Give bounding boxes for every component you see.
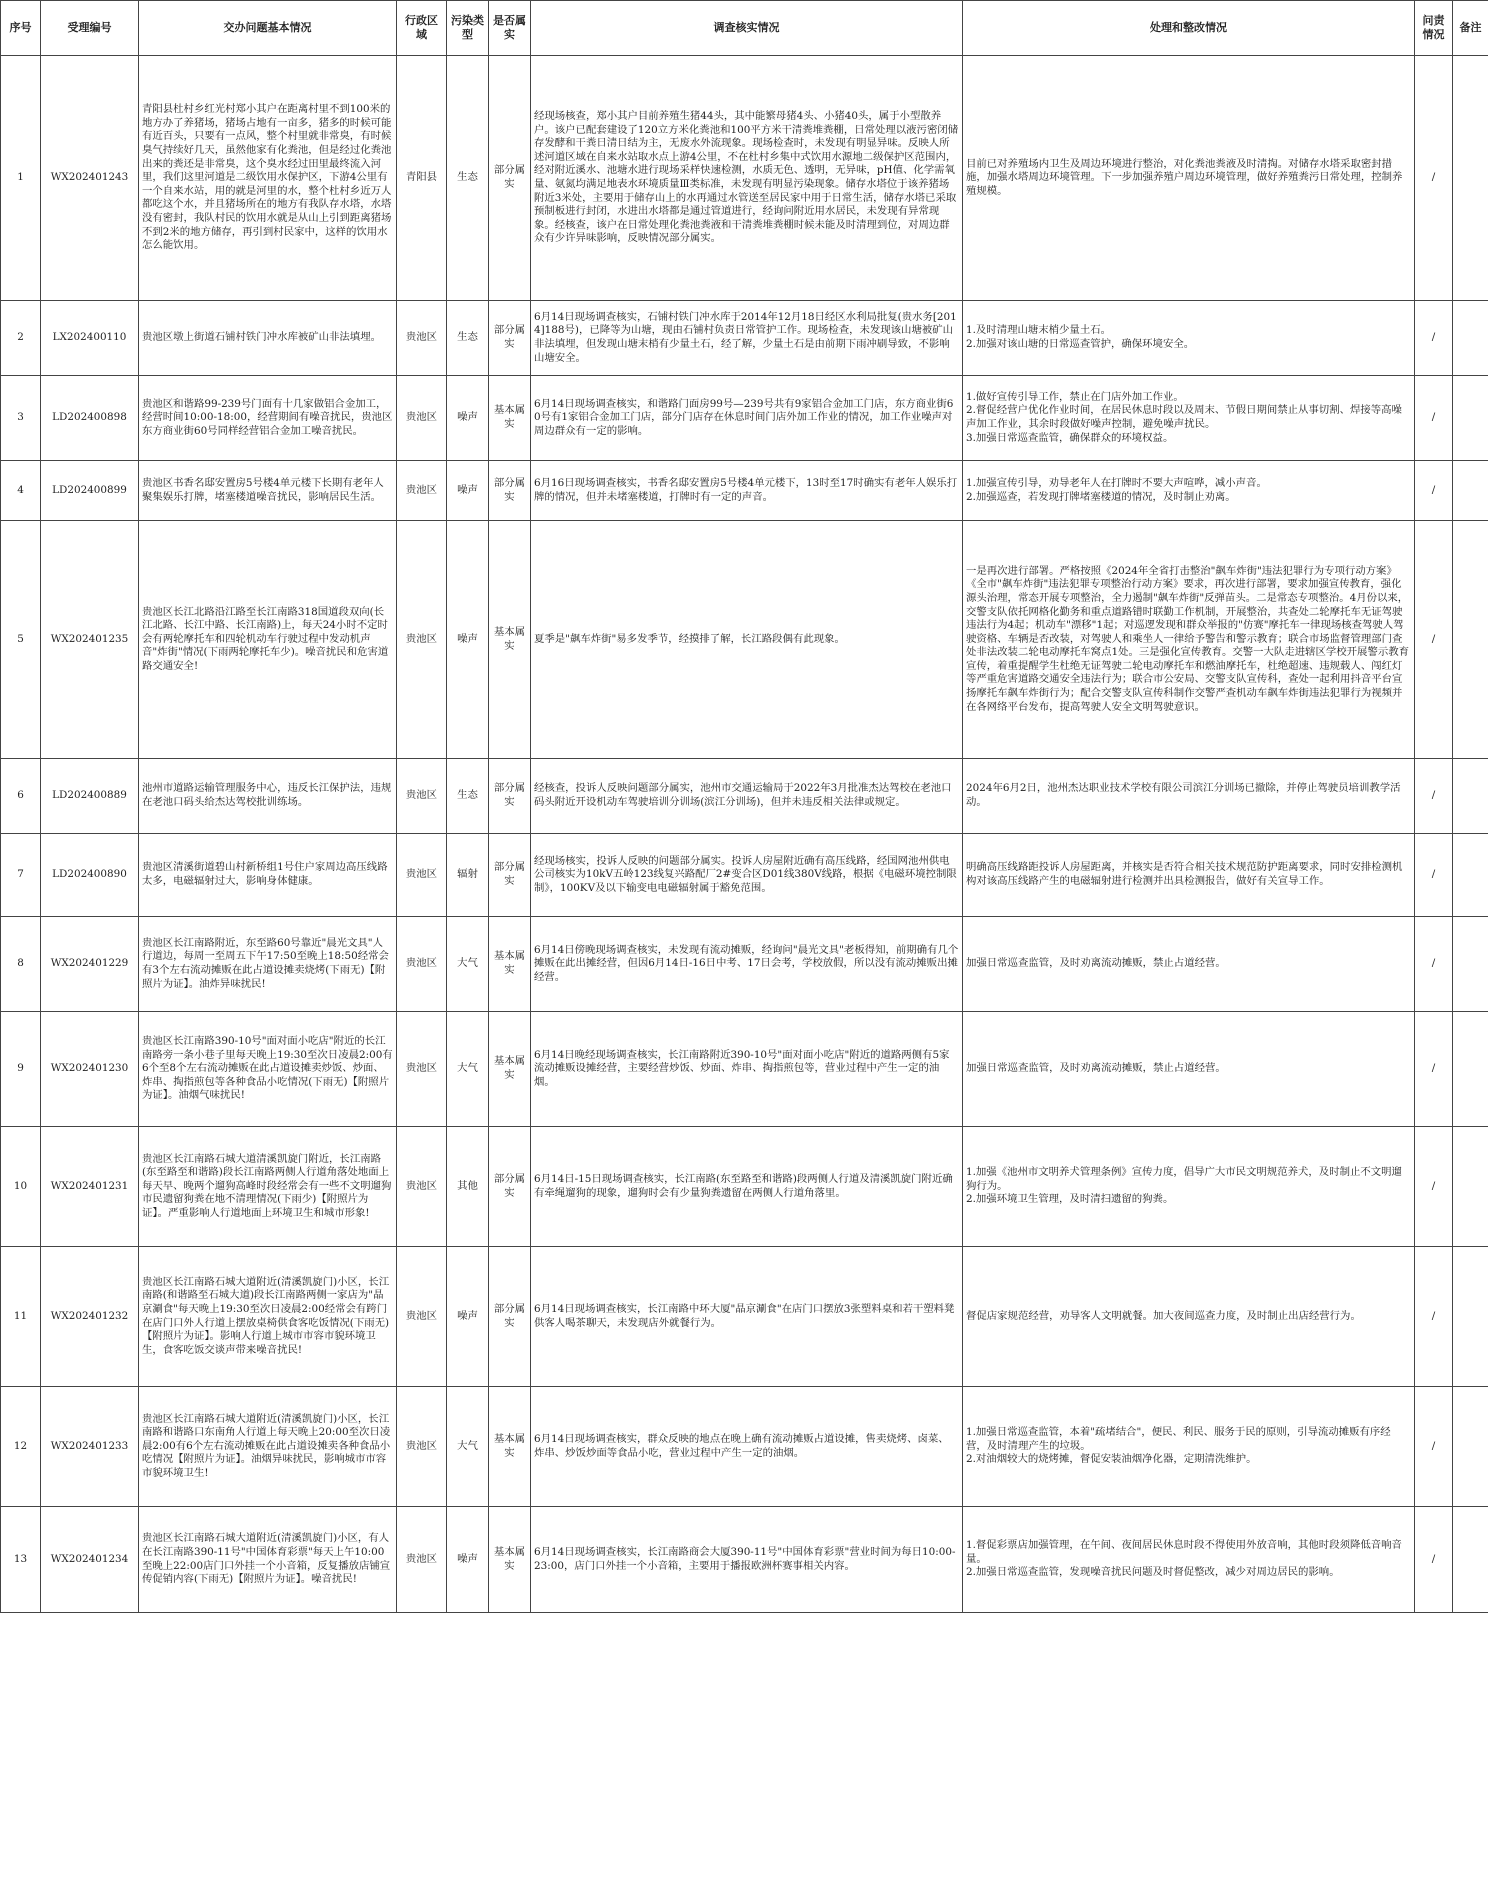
cell-region: 贵池区 xyxy=(397,1012,447,1127)
cell-remark xyxy=(1453,1012,1488,1127)
cell-handling: 1.加强日常巡查监管，本着"疏堵结合"，便民、利民、服务于民的原则，引导流动摊贩有序经营，及时清理产生的垃圾。 2.对油烟较大的烧烤摊，督促安装油烟净化器，定期清洗维护。 xyxy=(963,1387,1415,1507)
cell-issue: 贵池区长江北路沿江路至长江南路318国道段双向(长江北路、长江中路、长江南路)上，每天24小时不定时会有两轮摩托车和四轮机动车行驶过程中发动机声音"炸街"情况(下雨两轮摩托车少)。噪音扰民和危害道路交通安全! xyxy=(139,521,397,759)
cell-type: 其他 xyxy=(447,1127,489,1247)
cell-no: 9 xyxy=(1,1012,41,1127)
cell-type: 大气 xyxy=(447,917,489,1012)
cell-investigation: 6月14日现场调查核实，和谐路门面房99号—239号共有9家铝合金加工门店，东方商业街60号有1家铝合金加工门店，部分门店存在休息时间门店外加工作业的情况，加工作业噪声对周边群众有一定的影响。 xyxy=(531,376,963,461)
cell-issue: 贵池区长江南路石城大道附近(清溪凯旋门)小区，长江南路(和谐路至石城大道)段长江南路两侧一家店为"晶京涮食"每天晚上19:30至次日凌晨2:00经常会有跨门在店门口外人行道上摆放桌椅供食客吃饭情况(下雨无)【附照片为证】。影响人行道上城市市容市貌环境卫生，食客吃饭交谈声带来噪音扰民! xyxy=(139,1247,397,1387)
cell-no: 2 xyxy=(1,301,41,376)
cell-code: WX202401232 xyxy=(41,1247,139,1387)
cell-investigation: 6月14日现场调查核实，长江南路商会大厦390-11号"中国体育彩票"营业时间为每日10:00-23:00，店门口外挂一个小音箱，主要用于播报欧洲杯赛事相关内容。 xyxy=(531,1507,963,1613)
cell-investigation: 6月16日现场调查核实，书香名邸安置房5号楼4单元楼下，13时至17时确实有老年人娱乐打牌的情况，但并未堵塞楼道，打牌时有一定的声音。 xyxy=(531,461,963,521)
cell-verified: 基本属实 xyxy=(489,1507,531,1613)
cell-handling: 1.督促彩票店加强管理，在午间、夜间居民休息时段不得使用外放音响，其他时段须降低音响音量。 2.加强日常巡查监管，发现噪音扰民问题及时督促整改，减少对周边居民的影响。 xyxy=(963,1507,1415,1613)
cell-code: LD202400889 xyxy=(41,759,139,834)
cell-issue: 贵池区长江南路390-10号"面对面小吃店"附近的长江南路旁一条小巷子里每天晚上19:30至次日凌晨2:00有6个至8个左右流动摊贩在此占道设摊卖炒饭、炒面、炸串、掏指煎包等各种食品小吃情况(下雨无)【附照片为证】。油烟气味扰民! xyxy=(139,1012,397,1127)
cell-remark xyxy=(1453,1507,1488,1613)
table-row xyxy=(1,521,1488,759)
cell-no: 12 xyxy=(1,1387,41,1507)
header-remark: 备注 xyxy=(1453,1,1488,56)
cell-accountability: / xyxy=(1415,917,1453,1012)
table-row xyxy=(1,1012,1488,1127)
cell-investigation: 经现场核查，郑小其户目前养殖生猪44头，其中能繁母猪4头、小猪40头，属于小型散养户。该户已配套建设了120立方米化粪池和100平方米干清粪堆粪棚，日常处理以液污密闭储存发酵和干粪日清日结为主，无废水外流现象。现场检查时，未发现有明显异味。反映人所述河道区域在自来水站取水点上游4公里，不在杜村乡集中式饮用水源地二级保护区范围内，经对附近溪水、池塘水进行现场采样快速检测，水质无色、透明，无异味，pH值、化学需氧量、氨氮均满足地表水环境质量Ⅲ类标准，未发现有明显污染现象。储存水塔位于该养猪场附近3米处，主要用于储存山上的水再通过水管送至居民家中用于日常生活，储存水塔已采取预制板进行封闭，水进出水塔都是通过管道进行，经询问附近用水居民，未发现有异常现象。经核查，该户在日常处理化粪池粪液和干清粪堆粪棚时候未能及时清理到位，对周边群众有少许异味影响，反映情况部分属实。 xyxy=(531,56,963,301)
cell-no: 4 xyxy=(1,461,41,521)
cell-verified: 基本属实 xyxy=(489,376,531,461)
cell-investigation: 6月14日现场调查核实，群众反映的地点在晚上确有流动摊贩占道设摊，售卖烧烤、卤菜、炸串、炒饭炒面等食品小吃，营业过程中产生一定的油烟。 xyxy=(531,1387,963,1507)
cell-remark xyxy=(1453,834,1488,917)
cell-handling: 2024年6月2日，池州杰达职业技术学校有限公司滨江分训场已撤除，并停止驾驶员培训教学活动。 xyxy=(963,759,1415,834)
cell-remark xyxy=(1453,521,1488,759)
table-row xyxy=(1,376,1488,461)
cell-region: 贵池区 xyxy=(397,461,447,521)
cell-verified: 基本属实 xyxy=(489,1012,531,1127)
cell-issue: 贵池区长江南路石城大道清溪凯旋门附近，长江南路(东至路至和谐路)段长江南路两侧人行道角落处地面上每天早、晚两个遛狗高峰时段经常会有一些不文明遛狗市民遗留狗粪在地不清理情况(下雨少)【附照片为证】。严重影响人行道地面上环境卫生和城市形象! xyxy=(139,1127,397,1247)
cell-issue: 贵池区长江南路石城大道附近(清溪凯旋门)小区，有人在长江南路390-11号"中国体育彩票"每天上午10:00至晚上22:00店门口外挂一个小音箱，反复播放店铺宣传促销内容(下雨无)【附照片为证】。噪音扰民! xyxy=(139,1507,397,1613)
cell-code: WX202401233 xyxy=(41,1387,139,1507)
cell-handling: 一是再次进行部署。严格按照《2024年全省打击整治"飙车炸街"违法犯罪行为专项行动方案》《全市"飙车炸街"违法犯罪专项整治行动方案》要求，再次进行部署，要求加强宣传教育，强化源头治理，常态开展专项整治，全力遏制"飙车炸街"反弹苗头。二是常态专项整治。4月份以来，交警支队依托网格化勤务和重点道路错时联勤工作机制，开展整治，共查处二轮摩托车无证驾驶违法行为4起；机动车"漂移"1起；对巡逻发现和群众举报的"仿赛"摩托车一律现场核查驾驶人驾驶资格、车辆是否改装，对驾驶人和乘坐人一律给予警告和警示教育；联合市场监督管理部门查处非法改装二轮电动摩托车窝点1处。三是强化宣传教育。交警一大队走进辖区学校开展警示教育宣传，着重提醒学生杜绝无证驾驶二轮电动摩托车和燃油摩托车，杜绝超速、违规载人、闯红灯等严重危害道路交通安全违法行为；联合市公安局、交警支队宣传科，查处一起利用抖音平台宣扬摩托车飙车炸街行为；配合交警支队宣传科制作交警严查机动车飙车炸街违法犯罪行为视频并在各网络平台发布，提高驾驶人安全文明驾驶意识。 xyxy=(963,521,1415,759)
header-type: 污染类型 xyxy=(447,1,489,56)
table-row xyxy=(1,56,1488,301)
cell-code: WX202401243 xyxy=(41,56,139,301)
cell-investigation: 6月14日现场调查核实，长江南路中环大厦"晶京涮食"在店门口摆放3张塑料桌和若干塑料凳供客人喝茶聊天，未发现店外就餐行为。 xyxy=(531,1247,963,1387)
cell-code: LX202400110 xyxy=(41,301,139,376)
cell-region: 贵池区 xyxy=(397,1127,447,1247)
cell-handling: 目前已对养殖场内卫生及周边环境进行整治，对化粪池粪液及时清掏。对储存水塔采取密封措施，加强水塔周边环境管理。下一步加强养殖户周边环境管理，做好养殖粪污日常处理，控制养殖规模。 xyxy=(963,56,1415,301)
cell-no: 8 xyxy=(1,917,41,1012)
table-row xyxy=(1,834,1488,917)
cell-accountability: / xyxy=(1415,1127,1453,1247)
cell-accountability: / xyxy=(1415,301,1453,376)
cell-verified: 基本属实 xyxy=(489,917,531,1012)
cell-region: 贵池区 xyxy=(397,917,447,1012)
cell-region: 青阳县 xyxy=(397,56,447,301)
cell-handling: 1.做好宣传引导工作，禁止在门店外加工作业。 2.督促经营户优化作业时间，在居民休息时段以及周末、节假日期间禁止从事切割、焊接等高噪声加工作业，其余时段做好噪声控制，避免噪声扰民。 3.加强日常巡查监管，确保群众的环境权益。 xyxy=(963,376,1415,461)
cell-verified: 部分属实 xyxy=(489,461,531,521)
cell-verified: 基本属实 xyxy=(489,1387,531,1507)
header-code: 受理编号 xyxy=(41,1,139,56)
cell-region: 贵池区 xyxy=(397,1507,447,1613)
cell-code: WX202401229 xyxy=(41,917,139,1012)
cell-verified: 部分属实 xyxy=(489,301,531,376)
cell-handling: 督促店家规范经营，劝导客人文明就餐。加大夜间巡查力度，及时制止出店经营行为。 xyxy=(963,1247,1415,1387)
cell-type: 噪声 xyxy=(447,461,489,521)
cell-no: 10 xyxy=(1,1127,41,1247)
cell-investigation: 经现场核实，投诉人反映的问题部分属实。投诉人房屋附近确有高压线路，经国网池州供电公司核实为10kV五岭123线复兴路配厂2#变合区D01线380V线路，根据《电磁环境控制限制》，100KV及以下输变电电磁辐射属于豁免范围。 xyxy=(531,834,963,917)
cell-investigation: 6月14日晚经现场调查核实，长江南路附近390-10号"面对面小吃店"附近的道路两侧有5家流动摊贩设摊经营，主要经营炒饭、炒面、炸串、掏指煎包等，营业过程中产生一定的油烟。 xyxy=(531,1012,963,1127)
cell-investigation: 6月14日现场调查核实，石铺村铁门冲水库于2014年12月18日经区水利局批复(贵水务[2014]188号)，已降等为山塘，现由石铺村负责日常管护工作。现场检查，未发现该山塘被矿山非法填埋，但发现山塘末梢有少量土石，经了解，少量土石是由前期下雨冲刷导致，不影响山塘安全。 xyxy=(531,301,963,376)
cell-no: 11 xyxy=(1,1247,41,1387)
cell-handling: 加强日常巡查监管，及时劝离流动摊贩，禁止占道经营。 xyxy=(963,1012,1415,1127)
cell-remark xyxy=(1453,1127,1488,1247)
cell-remark xyxy=(1453,1387,1488,1507)
cell-type: 噪声 xyxy=(447,1247,489,1387)
cell-no: 7 xyxy=(1,834,41,917)
cell-no: 13 xyxy=(1,1507,41,1613)
cell-handling: 1.及时清理山塘末梢少量土石。 2.加强对该山塘的日常巡查管护，确保环境安全。 xyxy=(963,301,1415,376)
cell-type: 大气 xyxy=(447,1012,489,1127)
cell-code: LD202400899 xyxy=(41,461,139,521)
cell-region: 贵池区 xyxy=(397,1387,447,1507)
cell-region: 贵池区 xyxy=(397,834,447,917)
cell-remark xyxy=(1453,301,1488,376)
cell-no: 3 xyxy=(1,376,41,461)
cell-remark xyxy=(1453,56,1488,301)
cell-remark xyxy=(1453,759,1488,834)
cell-accountability: / xyxy=(1415,1247,1453,1387)
header-no: 序号 xyxy=(1,1,41,56)
table-header-row xyxy=(1,1,1488,56)
cell-remark xyxy=(1453,917,1488,1012)
table-row xyxy=(1,1127,1488,1247)
cell-code: WX202401230 xyxy=(41,1012,139,1127)
cell-code: LD202400890 xyxy=(41,834,139,917)
cell-code: WX202401234 xyxy=(41,1507,139,1613)
cell-no: 1 xyxy=(1,56,41,301)
cell-investigation: 夏季是"飙车炸街"易多发季节，经摸排了解，长江路段偶有此现象。 xyxy=(531,521,963,759)
cell-type: 辐射 xyxy=(447,834,489,917)
cell-issue: 贵池区书香名邸安置房5号楼4单元楼下长期有老年人聚集娱乐打牌，堵塞楼道噪音扰民，影响居民生活。 xyxy=(139,461,397,521)
cell-region: 贵池区 xyxy=(397,759,447,834)
cell-region: 贵池区 xyxy=(397,301,447,376)
cell-issue: 贵池区长江南路附近，东至路60号靠近"晨光文具"人行道边，每周一至周五下午17:50至晚上18:50经常会有3个左右流动摊贩在此占道设摊卖烧烤(下雨无)【附照片为证】。油炸异味扰民! xyxy=(139,917,397,1012)
cell-type: 大气 xyxy=(447,1387,489,1507)
table-row xyxy=(1,1507,1488,1613)
cell-investigation: 6月14日傍晚现场调查核实，未发现有流动摊贩，经询问"晨光文具"老板得知，前期确有几个摊贩在此出摊经营，但因6月14日-16日中考、17日会考，学校放假，所以没有流动摊贩出摊经营。 xyxy=(531,917,963,1012)
cell-remark xyxy=(1453,1247,1488,1387)
cell-remark xyxy=(1453,376,1488,461)
cell-issue: 池州市道路运输管理服务中心，违反长江保护法，违规在老池口码头给杰达驾校批训练场。 xyxy=(139,759,397,834)
cell-region: 贵池区 xyxy=(397,521,447,759)
cell-accountability: / xyxy=(1415,1012,1453,1127)
table-row xyxy=(1,759,1488,834)
cell-no: 5 xyxy=(1,521,41,759)
cell-region: 贵池区 xyxy=(397,376,447,461)
cell-code: LD202400898 xyxy=(41,376,139,461)
table-row xyxy=(1,1247,1488,1387)
cell-no: 6 xyxy=(1,759,41,834)
cell-accountability: / xyxy=(1415,834,1453,917)
cell-type: 生态 xyxy=(447,759,489,834)
cell-handling: 1.加强宣传引导，劝导老年人在打牌时不要大声喧哗，减小声音。 2.加强巡查，若发现打牌堵塞楼道的情况，及时制止劝离。 xyxy=(963,461,1415,521)
cell-verified: 基本属实 xyxy=(489,521,531,759)
cell-accountability: / xyxy=(1415,376,1453,461)
cell-investigation: 6月14日-15日现场调查核实，长江南路(东至路至和谐路)段两侧人行道及清溪凯旋门附近确有牵绳遛狗的现象，遛狗时会有少量狗粪遗留在两侧人行道角落里。 xyxy=(531,1127,963,1247)
cell-code: WX202401231 xyxy=(41,1127,139,1247)
cell-verified: 部分属实 xyxy=(489,759,531,834)
cell-region: 贵池区 xyxy=(397,1247,447,1387)
header-handling: 处理和整改情况 xyxy=(963,1,1415,56)
cell-handling: 明确高压线路距投诉人房屋距离，并核实是否符合相关技术规范防护距离要求，同时安排检测机构对该高压线路产生的电磁辐射进行检测并出具检测报告，做好有关宣导工作。 xyxy=(963,834,1415,917)
cell-verified: 部分属实 xyxy=(489,834,531,917)
cell-type: 噪声 xyxy=(447,1507,489,1613)
table-body xyxy=(1,56,1488,1613)
header-issue: 交办问题基本情况 xyxy=(139,1,397,56)
cell-type: 生态 xyxy=(447,301,489,376)
cell-remark xyxy=(1453,461,1488,521)
cell-handling: 加强日常巡查监管，及时劝离流动摊贩，禁止占道经营。 xyxy=(963,917,1415,1012)
header-verified: 是否属实 xyxy=(489,1,531,56)
cell-issue: 贵池区长江南路石城大道附近(清溪凯旋门)小区，长江南路和谐路口东南角人行道上每天晚上20:00至次日凌晨2:00有6个左右流动摊贩在此占道设摊卖各种食品小吃情况【附照片为证】。油烟异味扰民，影响城市市容市貌环境卫生! xyxy=(139,1387,397,1507)
cell-handling: 1.加强《池州市文明养犬管理条例》宣传力度，倡导广大市民文明规范养犬，及时制止不文明遛狗行为。 2.加强环境卫生管理，及时清扫遗留的狗粪。 xyxy=(963,1127,1415,1247)
cell-issue: 贵池区清溪街道碧山村新桥组1号住户家周边高压线路太多，电磁辐射过大，影响身体健康。 xyxy=(139,834,397,917)
cell-code: WX202401235 xyxy=(41,521,139,759)
cell-accountability: / xyxy=(1415,521,1453,759)
cell-type: 噪声 xyxy=(447,376,489,461)
cell-verified: 部分属实 xyxy=(489,1127,531,1247)
cell-issue: 贵池区墩上街道石铺村铁门冲水库被矿山非法填埋。 xyxy=(139,301,397,376)
cell-accountability: / xyxy=(1415,759,1453,834)
header-investigation: 调查核实情况 xyxy=(531,1,963,56)
cell-issue: 贵池区和谐路99-239号门面有十几家做铝合金加工，经营时间10:00-18:00，经营期间有噪音扰民，贵池区东方商业街60号同样经营铝合金加工噪音扰民。 xyxy=(139,376,397,461)
cell-accountability: / xyxy=(1415,1507,1453,1613)
cell-type: 生态 xyxy=(447,56,489,301)
cell-verified: 部分属实 xyxy=(489,1247,531,1387)
cell-verified: 部分属实 xyxy=(489,56,531,301)
header-accountability: 问责情况 xyxy=(1415,1,1453,56)
table-row xyxy=(1,301,1488,376)
cell-accountability: / xyxy=(1415,461,1453,521)
cell-issue: 青阳县杜村乡红光村郑小其户在距离村里不到100米的地方办了养猪场，猪场占地有一亩多，猪多的时候可能有近百头，只要有一点风，整个村里就非常臭，有时候臭气持续好几天，虽然他家有化粪池，但是经过化粪池出来的粪还是非常臭，这个臭水经过田里最终流入河里，我们这里河道是二级饮用水保护区，下游4公里有一个自来水站，用的就是河里的水，整个杜村乡近万人都吃这个水，并且猪场所在的地方有我队存水塔，水塔没有密封，我队村民的饮用水就是从山上引到距离猪场不到2米的地方储存，再引到村民家中，这样的饮用水怎么能饮用。 xyxy=(139,56,397,301)
table-row xyxy=(1,917,1488,1012)
cell-accountability: / xyxy=(1415,56,1453,301)
header-region: 行政区域 xyxy=(397,1,447,56)
cell-investigation: 经核查，投诉人反映问题部分属实，池州市交通运输局于2022年3月批准杰达驾校在老池口码头附近开设机动车驾驶培训分训场(滨江分训场)，但并未违反相关法律或规定。 xyxy=(531,759,963,834)
table-row xyxy=(1,1387,1488,1507)
table-row xyxy=(1,461,1488,521)
cell-accountability: / xyxy=(1415,1387,1453,1507)
cell-type: 噪声 xyxy=(447,521,489,759)
